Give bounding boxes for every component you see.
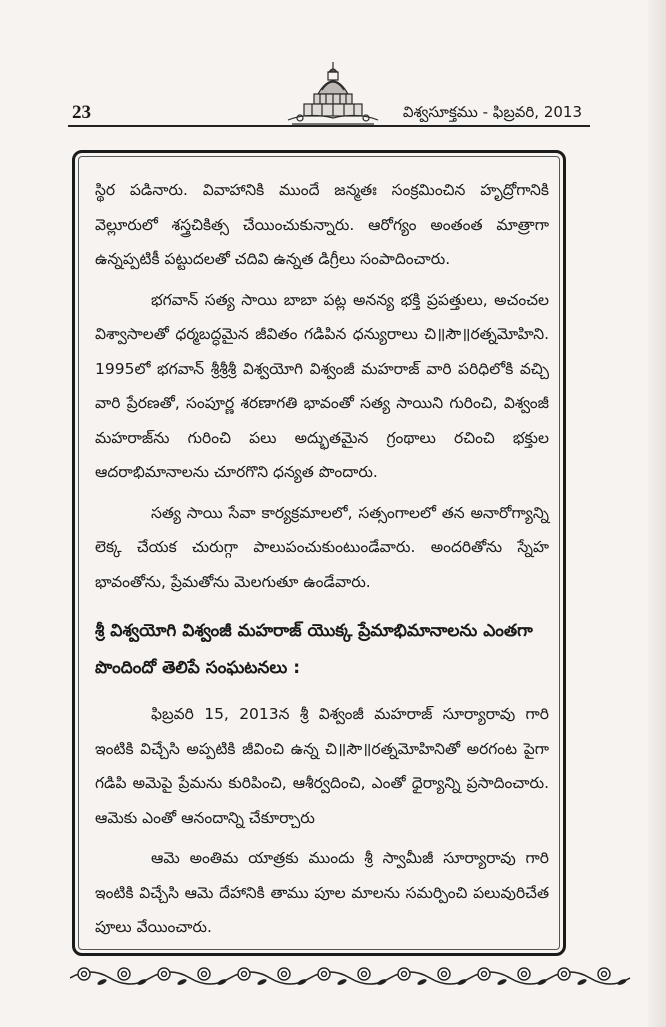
section-heading: శ్రీ విశ్వయోగి విశ్వంజీ మహరాజ్ యొక్క ప్రేమాభిమానాలను ఎంతగా పొందిందో తెలిపే సంఘటనలు : [95,621,533,678]
header-divider [68,125,590,127]
page-edge-shadow [648,0,666,1027]
paragraph-5: ఆమె అంతిమ యాత్రకు ముందు శ్రీ స్వామీజీ సూర్యారావు గారి ఇంటికి విచ్చేసి ఆమె దేహానికి తాము పూల మాలను సమర్పించి పలువురిచేత పూలు వేయించారు. [95,849,549,936]
running-title: విశ్వసూక్తము - ఫిబ్రవరి, 2013 [402,103,582,121]
floral-vine-border-icon [70,962,640,990]
paragraph-1: స్థిర పడినారు. వివాహానికి ముందే జన్మతః సంక్రమించిన హృద్రోగానికి వెల్లూరులో శస్త్రచికిత్స చేయించుకున్నారు. ఆరోగ్యం అంతంత మాత్రాగా ఉన్నప్పటికీ పట్టుదలతో చదివి ఉన్నత డిగ్రీలు సంపాదించారు. [95,181,549,268]
paragraph-3: సత్య సాయి సేవా కార్యక్రమాలలో, సత్సంగాలలో తన అనారోగ్యాన్ని లెక్క చేయక చురుగ్గా పాలుపంచుకుంటుండేవారు. అందరితోను స్నేహ భావంతోను, ప్రేమతోను మెలగుతూ ఉండేవారు. [95,503,549,591]
paragraph-2: భగవాన్ సత్య సాయి బాబా పట్ల అనన్య భక్తి ప్రపత్తులు, అచంచల విశ్వాసాలతో ధర్మబద్ధమైన జీవితం గడిపిన ధన్యురాలు చి॥సౌ॥రత్నమోహిని. 1995లో భగవాన్ శ్రీశ్రీశ్రీ విశ్వయోగి విశ్వంజీ మహరాజ్ వారి పరిధిలోకి వచ్చి వారి ప్రేరణతో, సంపూర్ణ శరణాగతి భావంతో సత్య సాయిని గురించి, విశ్వంజీ మహరాజ్‌ను గురించి పలు అద్భుతమైన గ్రంథాలు రచించి భక్తుల ఆదరాభిమానాలను చూరగొని ధన్యత పొందారు. [95,290,549,481]
page-number: 23 [72,102,91,123]
paragraph-4: ఫిబ్రవరి 15, 2013న శ్రీ విశ్వంజీ మహరాజ్ సూర్యారావు గారి ఇంటికి విచ్చేసి అప్పటికి జీవించి ఉన్న చి॥సౌ॥రత్నమోహినితో అరగంట పైగా గడిపి అమెపై ప్రేమను కురిపించి, ఆశీర్వదించి, ఎంతో ధైర్యాన్ని ప్రసాదించారు. ఆమెకు ఎంతో ఆనందాన్ని చేకూర్చారు [95,705,549,827]
temple-dome-logo-icon [278,60,388,132]
article-text-box [72,150,566,956]
